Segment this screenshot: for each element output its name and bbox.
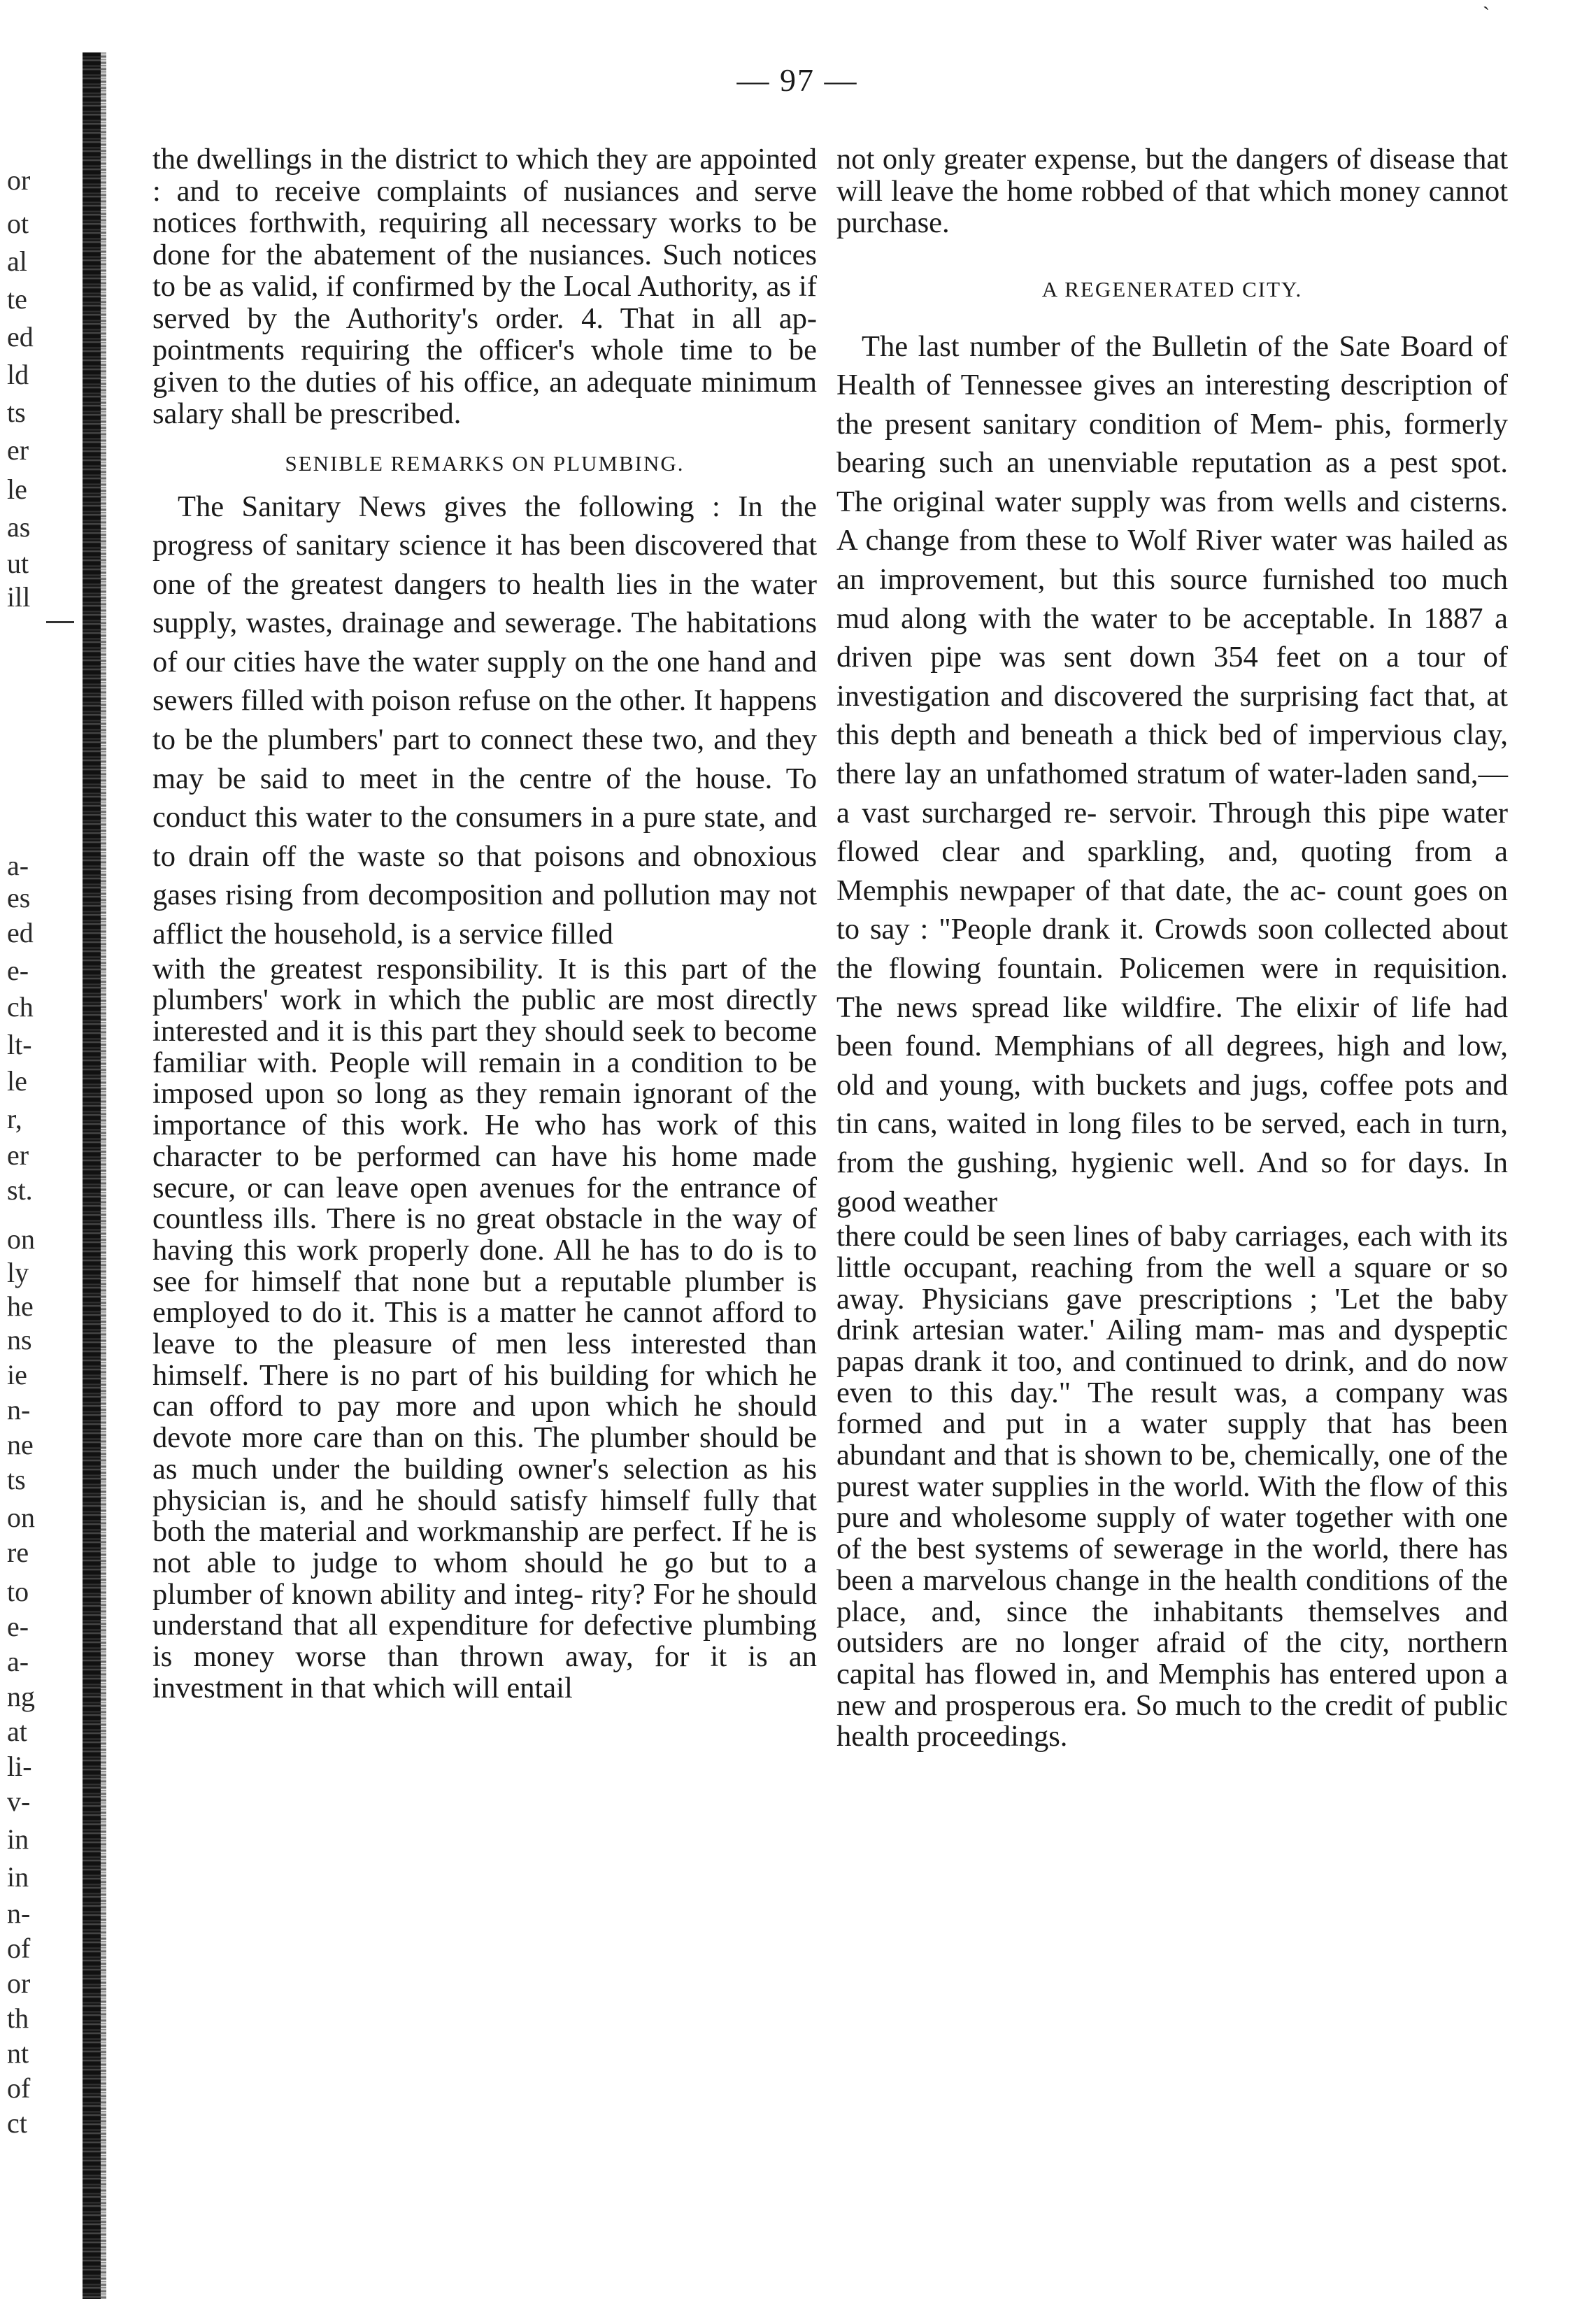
text-line: avenues for the entrance of countless ills.	[152, 1171, 817, 1236]
text-line: afflict the household, is a service filled	[152, 918, 613, 951]
margin-fragment: er	[7, 434, 29, 466]
margin-fragment: ly	[7, 1257, 29, 1288]
left-para-2	[152, 487, 817, 954]
text-line: as they remain ignorant of the importance	[152, 1077, 818, 1142]
text-line: it is this part they should seek to become	[327, 1015, 818, 1048]
text-line: a reputable plumber is employed to do it.	[152, 1265, 818, 1330]
text-line: not only greater expense, but the dangers	[836, 143, 1329, 176]
margin-fragment: of	[7, 2072, 31, 2104]
text-line: character to be performed can have his	[152, 1139, 657, 1173]
text-line: familiar with. People will remain in a	[152, 1046, 620, 1079]
margin-fragment: le	[7, 1065, 27, 1097]
margin-fragment: or	[7, 1967, 31, 1999]
margin-fragment: re	[7, 1537, 29, 1568]
text-line: than on this. The plumber should be as	[152, 1421, 818, 1486]
text-line: there lay an unfathomed stratum of	[836, 757, 1260, 791]
text-line: part of the plumbers' work in which	[152, 952, 818, 1017]
text-line: clear and sparkling, and, quoting from a	[941, 835, 1509, 869]
text-line: with the greatest responsibility. It is this	[152, 952, 667, 985]
text-line: with the water to be acceptable. In 1887	[978, 602, 1483, 635]
text-line: these two, and they may be said to meet	[152, 723, 817, 795]
margin-fragment: in	[7, 1823, 29, 1855]
right-column	[836, 143, 1508, 1753]
margin-fragment: e-	[7, 955, 29, 986]
text-line: a driven pipe was sent down 354 feet on a	[836, 602, 1508, 674]
text-line: fountain. Policemen were in requisition.	[997, 952, 1509, 985]
text-line: A change from these to Wolf River water	[836, 524, 1337, 557]
margin-fragment: ts	[7, 1464, 26, 1495]
text-line: gives an interesting description of	[1092, 369, 1508, 402]
text-line: there could be seen lines of baby carriages,	[836, 1220, 1350, 1253]
text-line: much under the building owner's selection	[191, 1452, 729, 1486]
text-line: himself fully that both the material and	[152, 1483, 817, 1549]
margin-fragment: ts	[7, 397, 26, 428]
text-line: workmanship are perfect. If he is not	[152, 1515, 817, 1579]
margin-fragment: ch	[7, 991, 34, 1023]
text-line: each with its little occupant, reaching	[836, 1220, 1508, 1284]
text-line: this water to the consumers in a pure	[255, 801, 697, 834]
margin-fragment: in	[7, 1861, 29, 1893]
text-line: surprising fact that, at this depth and	[836, 679, 1508, 752]
text-line: water supply was from wells and cisterns.	[995, 485, 1509, 518]
text-line: supplies in the world. With the flow of	[991, 1469, 1457, 1503]
text-line: of this work. He who has work of this	[301, 1109, 817, 1142]
margin-fragment: v-	[7, 1786, 31, 1817]
text-line: The last number of the Bulletin of the	[862, 329, 1330, 363]
margin-fragment: e-	[7, 1611, 29, 1642]
text-line: servoir. Through this pipe water flowed	[836, 796, 1508, 869]
text-line: the public are most directly interested and	[152, 983, 817, 1048]
text-line: beneath a thick bed of impervious clay,	[1020, 718, 1508, 752]
text-line: in the centre of the house. To conduct	[152, 762, 817, 834]
text-line: with buckets and jugs, coffee pots and	[1032, 1068, 1509, 1102]
margin-fragment: st.	[7, 1174, 33, 1206]
margin-fragment: to	[7, 1576, 29, 1607]
text-line: are appointed : and to receive complaints	[152, 143, 817, 208]
text-line: of nusiances and serve notices forthwith,	[152, 174, 817, 239]
margin-fragment: ns	[7, 1324, 32, 1355]
text-line: There is no great obstacle in the way of	[326, 1202, 817, 1236]
text-line: having this work properly done. All he	[152, 1233, 630, 1267]
text-line: Memphis newpaper of that date, the ac-	[836, 874, 1327, 907]
text-line: that has been abundant and that is shown	[836, 1407, 1509, 1472]
right-heading: A REGENERATED CITY.	[1041, 276, 1303, 301]
text-line: reputation as a pest spot. The original	[836, 446, 1508, 518]
text-line: the credit of public health proceedings.	[836, 1688, 1509, 1753]
text-line: to the pleasure of men less interested than	[234, 1328, 817, 1361]
text-line: the present sanitary condition of Mem-	[836, 407, 1323, 441]
text-line: happens to be the plumbers' part to connect	[152, 684, 818, 757]
facing-page-margin	[3, 0, 80, 2299]
text-line: a new and prosperous era. So much to	[836, 1658, 1509, 1722]
margin-fragment: te	[7, 283, 27, 315]
text-line: The Sanitary News gives the following :	[178, 490, 720, 523]
margin-fragment: on	[7, 1502, 35, 1533]
text-line: pointments requiring the officer's whole	[152, 334, 664, 366]
text-line: this day." The result was, a company	[950, 1376, 1445, 1409]
text-line: himself. There is no part of his building	[152, 1358, 649, 1392]
text-line: continued to drink, and do now even to	[836, 1344, 1509, 1409]
text-line: home made secure, or can leave open	[152, 1139, 817, 1204]
text-line: this pure and wholesome supply of water	[836, 1469, 1509, 1535]
text-line: degrees, high and low, old and young,	[836, 1030, 1509, 1102]
text-line: In the progress of sanitary science it has	[152, 490, 818, 562]
text-line: from the well a square or so away.	[836, 1251, 1509, 1316]
text-line: was formed and put in a water supply	[836, 1376, 1509, 1441]
binding-strip	[83, 52, 106, 2299]
margin-fragment: of	[7, 1933, 31, 1964]
text-line: themselves and outsiders are no longer	[836, 1595, 1508, 1660]
margin-rule	[46, 621, 74, 623]
text-line: Crowds soon collected about the flowing	[836, 913, 1508, 985]
page-number: — 97 —	[736, 62, 858, 98]
text-line: water-laden sand,—a vast surcharged re-	[836, 757, 1508, 830]
margin-fragment: le	[7, 474, 27, 505]
margin-fragment: at	[7, 1716, 27, 1747]
margin-fragment: lt-	[7, 1029, 32, 1060]
left-column	[152, 143, 817, 1704]
text-line: expenditure for defective plumbing is	[152, 1609, 817, 1674]
text-line: afraid of the city, northern capital has	[836, 1626, 1508, 1691]
text-line: This is a matter he cannot afford to leave	[152, 1296, 817, 1361]
margin-fragment: r,	[7, 1103, 22, 1134]
text-line: well. And so for days. In good weather	[836, 1146, 1509, 1218]
margin-fragment: al	[7, 245, 27, 277]
text-line: of life had been found. Memphians of all	[836, 990, 1509, 1063]
text-line: count goes on to say : "People drank it.	[836, 874, 1508, 946]
left-para-3	[152, 954, 817, 1704]
margin-fragment: ot	[7, 208, 29, 239]
text-line: able to judge to whom should he go but to	[206, 1546, 788, 1579]
margin-fragment: or	[7, 164, 31, 196]
margin-fragment: ed	[7, 321, 34, 353]
text-line: has to do is to see for himself that none but	[152, 1233, 817, 1298]
text-line: each in turn, from the gushing, hygienic	[836, 1107, 1509, 1179]
margin-fragment: as	[7, 511, 31, 543]
margin-fragment: ne	[7, 1429, 34, 1460]
text-line: as his physician is, and he should satisfy	[152, 1452, 818, 1517]
text-line: requiring all necessary works to be done	[152, 206, 817, 271]
margin-fragment: ld	[7, 359, 29, 390]
margin-fragment: on	[7, 1223, 35, 1255]
text-line: source furnished too much mud along	[836, 563, 1508, 635]
margin-fragment: a-	[7, 1646, 29, 1677]
text-line: The news spread like wildfire. The elixir	[836, 990, 1360, 1024]
margin-fragment: a-	[7, 850, 29, 881]
text-line: an adequate minimum salary shall be	[152, 365, 818, 430]
text-line: phis, formerly bearing such an unenviable	[836, 407, 1508, 480]
left-heading: SENIBLE REMARKS ON PLUMBING.	[285, 450, 685, 476]
text-line: Physicians gave prescriptions ; 'Let the	[921, 1282, 1434, 1316]
text-line: the dwellings in the district to which they	[152, 143, 648, 176]
text-line: to be, chemically, one of the purest water	[836, 1439, 1508, 1503]
text-line: been discovered that one of the greatest	[152, 529, 817, 601]
text-line: Authority's order. 4. That in all ap-	[345, 301, 817, 335]
text-line: dangers to health lies in the water supply,	[152, 567, 818, 640]
text-line: state, and to drain off the waste so that	[152, 801, 818, 873]
margin-fragment: n-	[7, 1394, 31, 1425]
margin-fragment: er	[7, 1139, 29, 1171]
text-line: mas and dyspeptic papas drank it too, and	[836, 1314, 1508, 1378]
text-line: together with one of the best systems of	[836, 1501, 1508, 1566]
text-line: an investment in that which will entail	[152, 1640, 818, 1704]
text-line: poisons and obnoxious gases rising from	[152, 839, 817, 912]
right-para-2	[836, 327, 1508, 1222]
margin-fragment: ill	[7, 581, 31, 613]
text-line: upon which he should devote more care	[152, 1390, 818, 1455]
margin-fragment: he	[7, 1290, 34, 1322]
text-line: of disease that will leave the home robbed	[836, 143, 1508, 208]
text-line: tour of investigation and discovered the	[836, 641, 1509, 713]
text-line: Sate Board of Health of Tennessee	[836, 329, 1508, 402]
text-line: a plumber of known ability and integ-	[152, 1546, 817, 1611]
margin-fragment: li-	[7, 1751, 32, 1782]
text-line: condition to be imposed upon so long	[152, 1046, 818, 1111]
text-line: sewerage in the world, there has been a	[836, 1532, 1509, 1597]
text-line: for which he can offord to pay more and	[152, 1358, 818, 1423]
left-para-1	[152, 143, 817, 430]
text-line: time to be given to the duties of his office,	[152, 334, 817, 399]
text-line: wastes, drainage and sewerage. The	[246, 606, 678, 640]
text-line: habitations of our cities have the water	[152, 606, 818, 678]
margin-fragment: th	[7, 2002, 29, 2034]
page-tick-mark: ˋ	[1483, 3, 1490, 26]
text-line: rity? For he should understand that all	[152, 1577, 817, 1642]
right-para-3	[836, 1221, 1508, 1753]
text-line: with poison refuse on the other. It	[311, 684, 712, 718]
margin-fragment: es	[7, 882, 31, 913]
text-line: notices to be as valid, if confirmed by the	[152, 238, 818, 303]
margin-fragment: ed	[7, 917, 34, 948]
text-line: tin cans, waited in long files to be served,	[836, 1107, 1347, 1141]
text-line: baby drink artesian water.' Ailing mam-	[836, 1282, 1509, 1347]
text-line: money worse than thrown away, for it is	[193, 1640, 768, 1674]
margin-fragment: ut	[7, 548, 29, 579]
text-line: for the abatement of the nusiances. Such	[220, 238, 722, 271]
text-line: of that which money cannot purchase.	[836, 174, 1509, 239]
text-line: prescribed.	[329, 397, 462, 430]
margin-fragment: ng	[7, 1681, 35, 1712]
text-line: decomposition and pollution may not	[368, 878, 817, 912]
text-line: supply on the one hand and sewers filled	[152, 645, 818, 718]
margin-fragment: nt	[7, 2037, 29, 2069]
margin-fragment: ct	[7, 2107, 27, 2139]
margin-fragment: n-	[7, 1898, 31, 1929]
text-line: was hailed as an improvement, but this	[836, 524, 1509, 597]
text-line: of the place, and, since the inhabitants	[836, 1563, 1509, 1628]
text-line: Local Authority, as if served by the	[152, 270, 818, 335]
text-line: marvelous change in the health conditions	[922, 1563, 1430, 1597]
right-para-1	[836, 143, 1508, 239]
text-line: flowed in, and Memphis has entered upon	[974, 1658, 1485, 1691]
margin-fragment: ie	[7, 1359, 27, 1390]
